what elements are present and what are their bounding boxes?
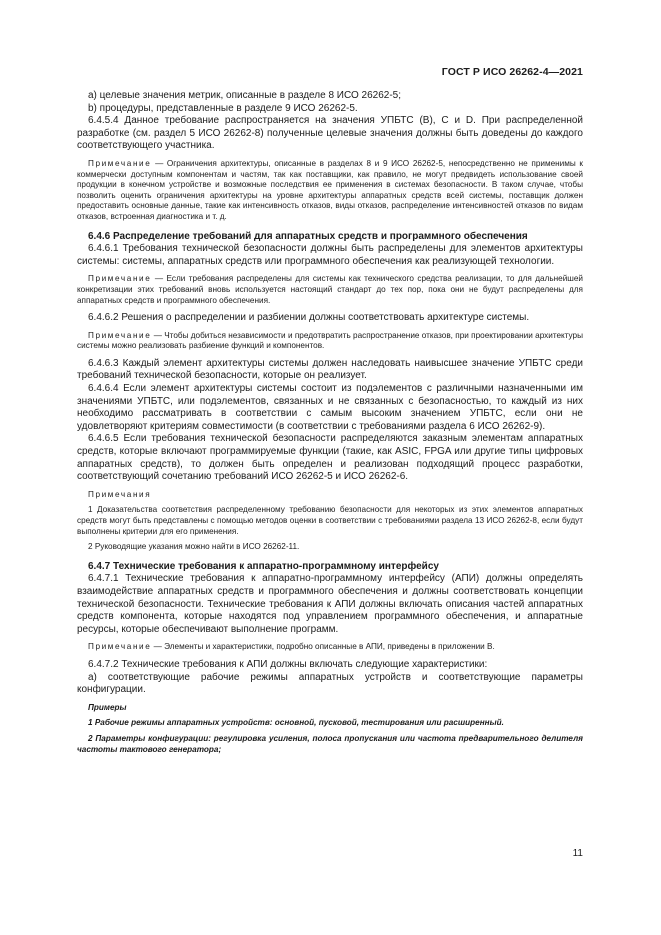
clause-6-4-7-2: 6.4.7.2 Технические требования к АПИ должны включать следующие характеристики:	[88, 658, 488, 670]
clause-6-4-5-4: 6.4.5.4 Данное требование распространяется на значения УПБТС (В), С и D. При распределенной разработке (см. раздел 5 ИСО 26262-8) полученные целевые значения должны быть доведены до каждого соответствующего участника.	[77, 115, 583, 152]
note-4	[77, 642, 583, 653]
clause-6-4-6-1: 6.4.6.1 Требования технической безопасности должны быть распределены для элементов архитектуры системы: системы, аппаратных средств или программного обеспечения как реализующей технологии.	[77, 243, 583, 267]
clause-6-4-6-4: 6.4.6.4 Если элемент архитектуры системы состоит из подэлементов с различными назначенными им значениями УПБТС, или подэлементов, связанных и не связанных с безопасностью, то каждый из них необходимо рассматривать в соответствии с самым высоким значением УПБТС, если они не удовлетворяют критериям совместимости (в соответствии с требованиями раздела 6 ИСО 26262-9).	[77, 383, 583, 432]
section-heading-6-4-7: 6.4.7 Технические требования к аппаратно-программному интерфейсу	[88, 560, 439, 572]
note-text: — Элементы и характеристики, подробно описанные в АПИ, приведены в приложении В.	[151, 642, 495, 652]
notes-label: Примечания	[88, 489, 152, 499]
note-label: Примечание	[88, 330, 152, 340]
note-text: — Ограничения архитектуры, описанные в разделах 8 и 9 ИСО 26262-5, непосредственно не применимы к коммерчески доступным компонентам и частям, так как поставщики, как правило, не могут предвидеть использование своей продукции в конечном устройстве и возможные последствия ее применения в системах безопасности. В таком случае, чтобы позволить оценить ограничения архитектуры на уровне архитектуры аппаратных средств всей системы, поставщик должен предоставить основные данные, такие как интенсивность отказов, виды отказов, распределение интенсивностей отказов по видам отказов, встроенная диагностика и т. д.	[77, 158, 583, 221]
clause-6-4-6-3: 6.4.6.3 Каждый элемент архитектуры системы должен наследовать наивысшее значение УПБТС среди требований технической безопасности, которые он реализует.	[77, 357, 583, 382]
examples-label: Примеры	[88, 702, 127, 712]
note-1	[77, 159, 583, 223]
note-text: — Чтобы добиться независимости и предотвратить распространение отказов, при проектировании архитектуры системы можно реализовать разбиение функций и компонентов.	[77, 330, 583, 351]
example-1: 1 Рабочие режимы аппаратных устройств: основной, пусковой, тестирования или расширенный.	[88, 718, 504, 728]
note-2	[77, 274, 583, 306]
clause-6-4-7-2-a: а) соответствующие рабочие режимы аппаратных устройств и соответствующие параметры конфигурации.	[77, 671, 583, 696]
note-item-2: 2 Руководящие указания можно найти в ИСО 26262-11.	[88, 542, 300, 552]
clause-6-4-7-1: 6.4.7.1 Технические требования к аппаратно-программному интерфейсу (АПИ) должны определять взаимодействие аппаратных средств и программного обеспечения и должны соответствовать концепции технической безопасности. Технические требования к АПИ должны включать описания частей аппаратных средств компонента, которые находятся под управлением программного обеспечения, и аппаратные ресурсы, которые обеспечивают выполнение программ.	[77, 573, 583, 635]
section-heading-6-4-6: 6.4.6 Распределение требований для аппаратных средств и программного обеспечения	[88, 230, 528, 242]
list-item-a: а) целевые значения метрик, описанные в разделе 8 ИСО 26262-5;	[88, 90, 402, 101]
note-label: Примечание	[88, 158, 152, 168]
list-item-b: b) процедуры, представленные в разделе 9 ИСО 26262-5.	[88, 102, 358, 114]
standard-header: ГОСТ Р ИСО 26262-4—2021	[441, 66, 583, 78]
note-item-1: 1 Доказательства соответствия распределенному требованию безопасности для некоторых из этих элементов аппаратных средств могут быть представлены с помощью методов оценки в соответствии с требованиями раздела 13 ИСО 26262-8, если будут выполнены критерии для его применения.	[77, 505, 583, 536]
page-number: 11	[572, 848, 583, 859]
note-text: — Если требования распределены для системы как технического средства реализации, то для дальнейшей конкретизации этих требований вновь используется настоящий стандарт до тех пор, пока они не будут распределены для аппаратных средств и программного обеспечения.	[77, 274, 583, 305]
note-label: Примечание	[88, 274, 152, 284]
page-content	[77, 90, 583, 755]
clause-6-4-6-5: 6.4.6.5 Если требования технической безопасности распределяются заказным элементам аппаратных средств, которые включают программируемые функции (такие, как ASIC, FPGA или другие типы цифровых аппаратных средств), то должен быть определен и реализован подходящий процесс разработки, соответствующий сочетанию требований ИСО 26262-5 и ИСО 26262-6.	[77, 433, 583, 483]
note-3	[77, 331, 583, 352]
example-2: 2 Параметры конфигурации: регулировка усиления, полоса пропускания или частота предварительного делителя частоты тактового генератора;	[77, 733, 583, 754]
note-label: Примечание	[88, 642, 152, 652]
clause-6-4-6-2: 6.4.6.2 Решения о распределении и разбиении должны соответствовать архитектуре системы.	[88, 312, 530, 324]
